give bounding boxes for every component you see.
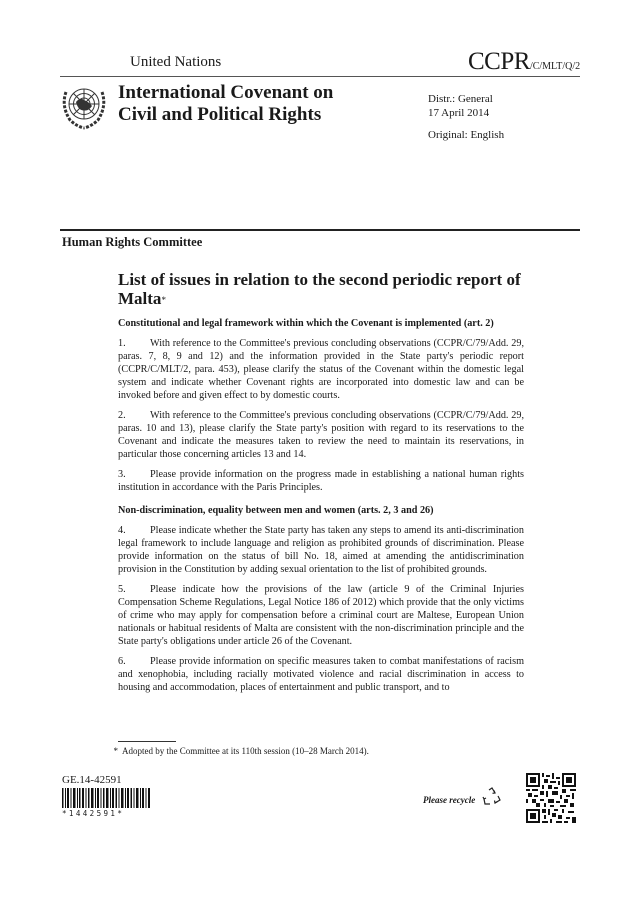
paragraph-text: Please provide information on the progress made in establishing a national human rights institution in accordance with the Paris Principles. xyxy=(118,469,524,493)
committee-rule xyxy=(60,229,580,231)
header-rule xyxy=(60,76,580,77)
paragraph-number: 1. xyxy=(118,338,126,349)
section-heading: Constitutional and legal framework within which the Covenant is implemented (art. 2) xyxy=(118,318,494,329)
paragraph-6 xyxy=(118,655,524,694)
paragraph-number: 5. xyxy=(118,584,126,595)
paragraph-number: 4. xyxy=(118,525,126,536)
document-symbol xyxy=(468,48,580,76)
distribution-block xyxy=(428,92,493,120)
paragraph-2 xyxy=(118,409,524,461)
paragraph-number: 2. xyxy=(118,410,126,421)
recycle-icon xyxy=(481,786,503,808)
paragraph-text: Please indicate how the provisions of the law (article 9 of the Criminal Injuries Compensation Scheme Regulations, Legal Notice 186 of 2012) which provide that the only victims of crime who may apply for compensation before a criminal court are Maltese, European Union nationals or habitual residents of Malta are consistent with the non-discrimination principle and the State party's obligations under article 26 of the Covenant. xyxy=(118,584,524,647)
paragraph-text: With reference to the Committee's previous concluding observations (CCPR/C/79/Add. 29, paras. 10 and 13), please clarify the State party's position with regard to its reservations to the Covenant and indicate the measures taken to review the need to maintain its reservations, in particular those concerning articles 13 and 14. xyxy=(118,410,524,460)
barcode-digits: *1442591* xyxy=(62,809,125,818)
paragraph-5 xyxy=(118,583,524,648)
treaty-title-line1: International Covenant on xyxy=(118,82,334,103)
treaty-title xyxy=(118,82,333,126)
paragraph-text: Please indicate whether the State party has taken any steps to amend its anti-discrimination legal framework to include language and religion as prohibited grounds of discrimination. Please provide information on the status of bill No. 18, aimed at amending the antidiscrimination provision in the Constitution by adding sexual orientation to the list of prohibited grounds. xyxy=(118,525,524,575)
recycle-label: Please recycle xyxy=(423,795,476,805)
original-language: Original: English xyxy=(428,129,505,141)
paragraph-text: Please provide information on specific measures taken to combat manifestations of racism and xenophobia, including racially motivated violence and racial discrimination in access to housing and accommodation, places of entertainment and public transport, and to xyxy=(118,656,524,693)
footnote-marker: * xyxy=(113,746,118,756)
section-heading: Non-discrimination, equality between men and women (arts. 2, 3 and 26) xyxy=(118,505,434,516)
document-title xyxy=(118,270,558,310)
treaty-title-line2: Civil and Political Rights xyxy=(118,104,322,125)
paragraph-number: 3. xyxy=(118,469,126,480)
un-emblem-icon xyxy=(58,82,110,130)
footnote-rule xyxy=(118,741,176,742)
distribution: Distr.: General xyxy=(428,93,493,105)
barcode-icon xyxy=(62,788,150,808)
paragraph-4 xyxy=(118,524,524,576)
organization-name: United Nations xyxy=(130,54,222,70)
paragraph-text: With reference to the Committee's previous concluding observations (CCPR/C/79/Add. 29, paras. 7, 8, 9 and 12) and the information provided in the State party's periodic report (CCPR/C/MLT/2, para. 453), please clarify the status of the Covenant within the domestic legal system and indicate whether Covenant rights are incorporated into domestic law and can be invoked before and given effect to by domestic courts. xyxy=(118,338,524,401)
committee-name: Human Rights Committee xyxy=(62,235,203,249)
footnote-text: Adopted by the Committee at its 110th session (10–28 March 2014). xyxy=(122,746,369,756)
document-title-text: List of issues in relation to the second periodic report of Malta xyxy=(118,270,521,308)
symbol-main: CCPR xyxy=(468,48,530,75)
paragraph-3 xyxy=(118,468,524,494)
paragraph-1 xyxy=(118,337,524,402)
paragraph-number: 6. xyxy=(118,656,126,667)
document-body xyxy=(118,317,524,701)
job-number: GE.14-42591 xyxy=(62,774,122,786)
symbol-sub: /C/MLT/Q/2 xyxy=(529,61,581,72)
footnote xyxy=(100,746,369,756)
issue-date: 17 April 2014 xyxy=(428,107,490,119)
qr-code-icon xyxy=(526,773,576,823)
footnote-reference: * xyxy=(161,295,166,305)
